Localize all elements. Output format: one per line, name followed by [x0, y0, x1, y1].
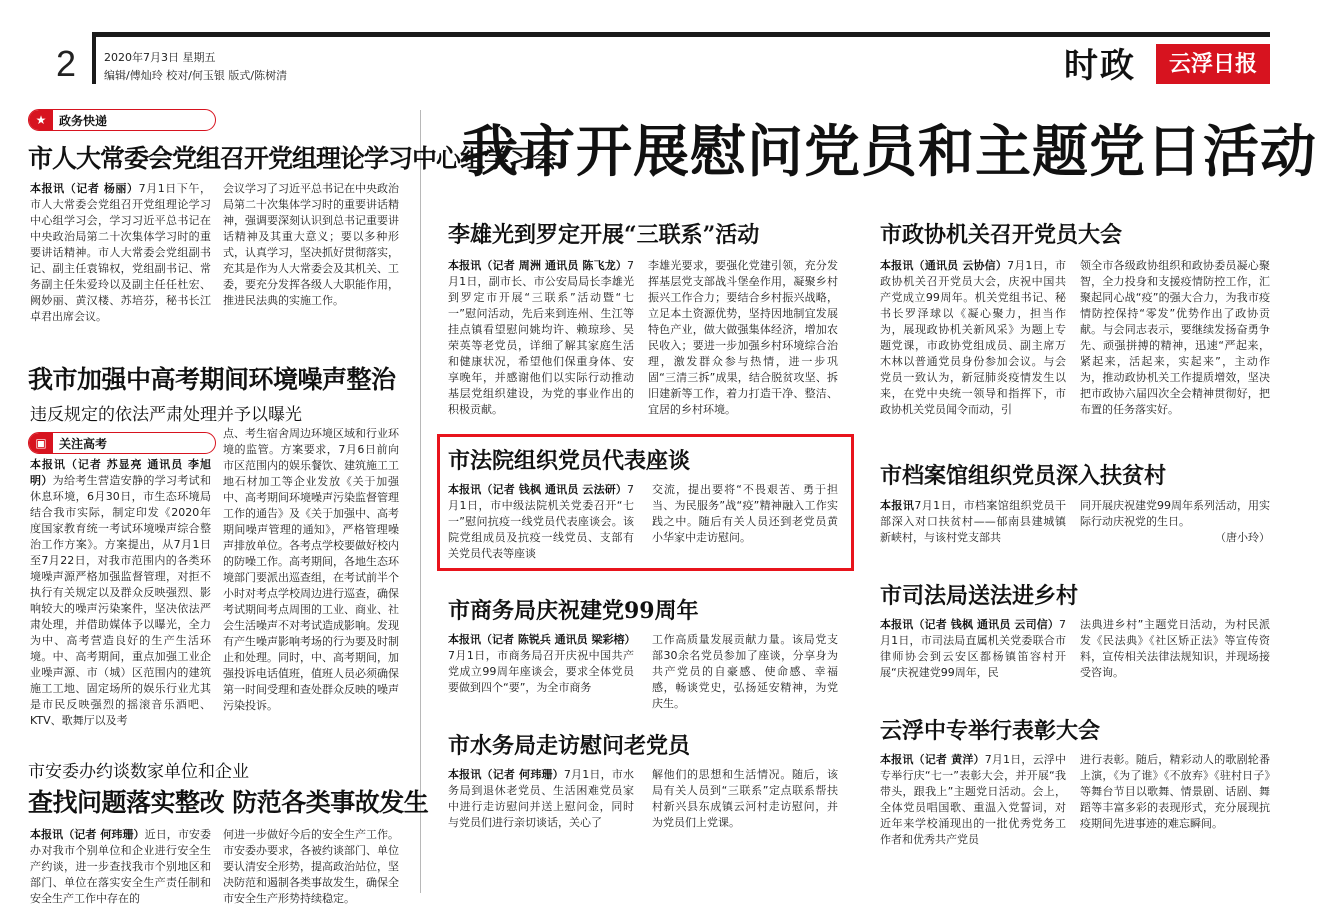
article-lead: 本报讯（记者 陈锐兵 通讯员 梁彩榕） [448, 633, 636, 646]
article-body [30, 827, 211, 905]
article-body-cont: 交流，提出要将“不畏艰苦、勇于担当、为民服务”战“疫”精神融入工作实践之中。随后有关人员还到老党员黄小华家中走访慰问。 [652, 483, 838, 544]
section-title: 时政 [1064, 46, 1136, 86]
article-lead: 本报讯 [880, 499, 915, 512]
article-text: 7月1日，副市长、市公安局局长李雄光到罗定市开展“三联系”活动暨“七一”慰问活动，先后来到连州、生江等挂点镇看望慰问姚均许、赖琼珍、吴荣英等老党员，详细了解其家庭生活和健康状况，希望他们保重身体、安享晚年，并感谢他们以实际行动推动基层党组织建设，为党的事业作出的积极贡献。 [448, 259, 634, 416]
news-tag [28, 109, 216, 131]
article-body [448, 482, 634, 564]
article-text: 7月1日，市水务局到退休老党员、生活困难党员家中进行走访慰问并送上慰问金，同时与党员们进行亲切谈话，关心了 [448, 768, 634, 829]
article-title: 市司法局送法进乡村 [880, 583, 1079, 609]
article-text: 7月1日，市档案馆组织党员干部深入对口扶贫村——郁南县建城镇新峡村，与该村党支部共 [880, 499, 1066, 544]
article-text: 7月1日，市司法局直属机关党委联合市律师协会到云安区都杨镇笛容村开展“庆祝建党99周年，民 [880, 618, 1066, 679]
article-text: 7月1日，市商务局召开庆祝中国共产党成立99周年座谈会，要求全体党员要做到四个“要”，为全市商务 [448, 649, 634, 694]
article-title: 市人大常委会党组召开党组理论学习中心组学习会 [28, 144, 557, 173]
article-lead: 本报讯（记者 钱枫 通讯员 云司信） [880, 618, 1059, 631]
article-lead: 本报讯（记者 何玮珊） [30, 828, 145, 841]
article-body-cont: 会议学习了习近平总书记在中央政治局第二十次集体学习时的重要讲话精神，强调要深刻认识到总书记重要讲话精神及其重大意义；要以多种形式，认真学习，坚决抓好贯彻落实，充其是作为人大常委会及其机关、工委，要充分发挥各级人大职能作用，推进民法典的实施工作。 [223, 182, 399, 307]
author-signature: （唐小玲） [1215, 531, 1270, 544]
article-body-cont: 点、考生宿舍周边环境区域和行业环境的监管。方案要求，7月6日前向市区范围内的娱乐餐饮、建筑施工工地石材加工等企业发放《关于加强中、高考期间环境噪声污染监督管理工作的通告》及《关于加强中、高考期间噪声管理的通知》，严格管理噪声排放单位。各考点学校要做好校内的防噪工作。高考期间，各地生态环境部门要派出巡查组，在考试前半个小时对考点学校周边进行巡查，确保考试期间考点周围的工业、商业、社会生活噪声不对考试造成影响。发现有产生噪声影响考场的行为要及时制止和处理。同时，中、高考期间，加强投诉电话值班，值班人员必须确保第一时间受理和查处群众反映的噪声污染投诉。 [223, 427, 399, 712]
article-title: 市政协机关召开党员大会 [880, 222, 1123, 248]
article-body [880, 258, 1066, 428]
main-headline: 我市开展慰问党员和主题党日活动 [462, 119, 1317, 185]
school-icon: ▣ [29, 433, 53, 453]
article-text: 近日，市安委办对我市个别单位和企业进行安全生产约谈，进一步查找我市个别地区和部门、单位在落实安全生产责任制和安全生产工作中存在的 [30, 828, 211, 905]
article-text: 7月1日，市政协机关召开党员大会，庆祝中国共产党成立99周年。机关党组书记、秘书长罗泽球以《凝心聚力，担当作为，展现政协机关新风采》为题上专题党课，市政协党组成员、副主席万木林以普通党员身份参加会议。与会党员一致认为，新冠肺炎疫情发生以来，在党中央统一领导和指挥下，市政协机关党员闻令而动，引 [880, 259, 1066, 416]
article-body-cont: 解他们的思想和生活情况。随后，该局有关人员到“三联系”定点联系帮扶村新兴县东成镇云河村走访慰问，并为党员们上党课。 [652, 768, 838, 829]
article-body-cont: 李雄光要求，要强化党建引领，充分发挥基层党支部战斗堡垒作用，凝聚乡村振兴工作合力；要结合乡村振兴战略，立足本土资源优势，坚持因地制宜发展特色产业，做大做强集体经济，增加农民收入；要进一步加强乡村环境综合治理，激发群众参与热情，进一步巩固“三清三拆”成果，结合脱贫攻坚、拆旧建新等工作，着力打造干净、整洁、宜居的乡村环境。 [648, 259, 838, 416]
article-title: 市档案馆组织党员深入扶贫村 [880, 463, 1167, 489]
article-body-cont: 进行表彰。随后，精彩动人的歌剧轮番上演，《为了谁》《不放弃》《驻村日子》等舞台节目以歌舞、情景剧、话剧、舞蹈等丰富多彩的表现形式，充分展现抗疫期间先进事迹的难忘瞬间。 [1080, 753, 1270, 830]
article-title: 市商务局庆祝建党99周年 [448, 598, 699, 624]
article-text: 7月1日，云浮中专举行庆“七一”表彰大会，并开展“我带头，跟我上”主题党日活动。会上，全体党员唱国歌、重温入党誓词，对近年来学校涌现出的一批优秀党务工作者和优秀共产党员 [880, 753, 1066, 846]
article-body-cont: 领全市各级政协组织和政协委员凝心聚智，全力投身和支援疫情防控工作，汇聚起同心战“疫”的强大合力，为我市疫情防控保持“零发”优势作出了政协贡献。与会同志表示，要继续发扬奋勇争先、顽强拼搏的精神，迅速“严起来，紧起来，活起来，实起来”，主动作为，推动政协机关工作提质增效，坚决把市政协六届四次全会精神贯彻好，把布置的任务落实好。 [1080, 259, 1270, 416]
article-text: 7月1日，市中级法院机关党委召开“七一”慰问抗疫一线党员代表座谈会。该院党组成员及抗疫一线党员、支部有关党员代表等座谈 [448, 483, 634, 560]
article-body [30, 457, 211, 737]
article-title: 查找问题落实整改 防范各类事故发生 [28, 788, 429, 817]
article-text: 为给考生营造安静的学习考试和休息环境，6月30日，市生态环境局结合我市实际，制定印发《2020年度国家教育统一考试环境噪声综合整治工作方案》。方案提出，从7月1日至7月22日，对我市范围内的各类环境噪声源严格加强监督管理，对拒不执行有关规定以及群众反映强烈、影响较大的噪声污染案件，坚决依法严肃处理，并借助媒体予以曝光，全力为中、高考营造良好的生产生活环境。中、高考期间，重点加强工业企业噪声源、市（城）区范围内的建筑施工工地、固定场所的娱乐行业尤其是市民反映强烈的摇滚音乐酒吧、KTV、歌舞厅以及考 [30, 474, 212, 727]
news-tag-label: 关注高考 [59, 436, 108, 451]
article-title: 云浮中专举行表彰大会 [880, 718, 1101, 744]
article-lead: 本报讯（记者 杨丽） [30, 182, 139, 195]
article-body-cont: 同开展庆祝建党99周年系列活动，用实际行动庆祝党的生日。 [1080, 499, 1270, 528]
article-title: 市法院组织党员代表座谈 [448, 448, 691, 474]
article-lead: 本报讯（记者 苏显亮 通讯员 李旭明） [30, 458, 211, 487]
article-lead: 本报讯（记者 何玮珊） [448, 768, 564, 781]
article-body [448, 632, 634, 698]
article-body [880, 752, 1066, 846]
article-subtitle: 市安委办约谈数家单位和企业 [28, 762, 249, 782]
article-body [30, 181, 211, 333]
article-body-cont: 法典进乡村”主题党日活动，为村民派发《民法典》《社区矫正法》等宣传资料，宣传相关法律法规知识，并现场接受咨询。 [1080, 618, 1270, 679]
article-body [880, 498, 1066, 548]
article-lead: 本报讯（记者 钱枫 通讯员 云法研） [448, 483, 627, 496]
article-lead: 本报讯（记者 黄洋） [880, 753, 985, 766]
issue-date: 2020年7月3日 星期五 [104, 51, 216, 64]
article-lead: 本报讯（记者 周洲 通讯员 陈飞龙） [448, 259, 627, 272]
article-lead: 本报讯（通讯员 云协信） [880, 259, 1008, 272]
editor-credits: 编辑/傅灿玲 校对/何玉银 版式/陈树清 [104, 69, 288, 82]
news-tag [28, 432, 216, 454]
page-number: 2 [56, 43, 77, 84]
article-body [880, 617, 1066, 683]
article-title: 我市加强中高考期间环境噪声整治 [28, 365, 396, 394]
header-rule-left [92, 32, 96, 84]
news-tag-label: 政务快递 [59, 113, 108, 128]
article-body-cont: 工作高质量发展贡献力量。该局党支部30余名党员参加了座谈，分享身为共产党员的自豪感、使命感、幸福感，畅谈党史，弘扬延安精神，为党庆生。 [652, 633, 838, 710]
header-rule [92, 32, 1270, 37]
article-text: 7月1日下午，市人大常委会党组召开党组理论学习中心组学习会，学习习近平总书记在中央政治局第二十次集体学习时的重要讲话精神。市人大常委会党组副书记、副主任袁锦权，党组副书记、常务副主任朱爱玲以及副主任任杜宏、阙妙丽、黄汉楼、苏培芬，秘书长江卓君出席会议。 [30, 182, 211, 323]
article-body [448, 258, 634, 416]
article-body [448, 767, 634, 833]
article-title: 李雄光到罗定开展“三联系”活动 [448, 222, 760, 248]
article-body-cont: 何进一步做好今后的安全生产工作。市安委办要求，各被约谈部门、单位要认清安全形势，提高政治站位，坚决防范和遏制各类事故发生，确保全市安全生产形势持续稳定。 [223, 828, 399, 905]
article-subtitle: 违反规定的依法严肃处理并予以曝光 [30, 405, 302, 425]
newspaper-logo: 云浮日报 [1156, 44, 1270, 84]
article-title: 市水务局走访慰问老党员 [448, 733, 691, 759]
column-divider [420, 110, 421, 893]
star-icon: ★ [29, 110, 53, 130]
